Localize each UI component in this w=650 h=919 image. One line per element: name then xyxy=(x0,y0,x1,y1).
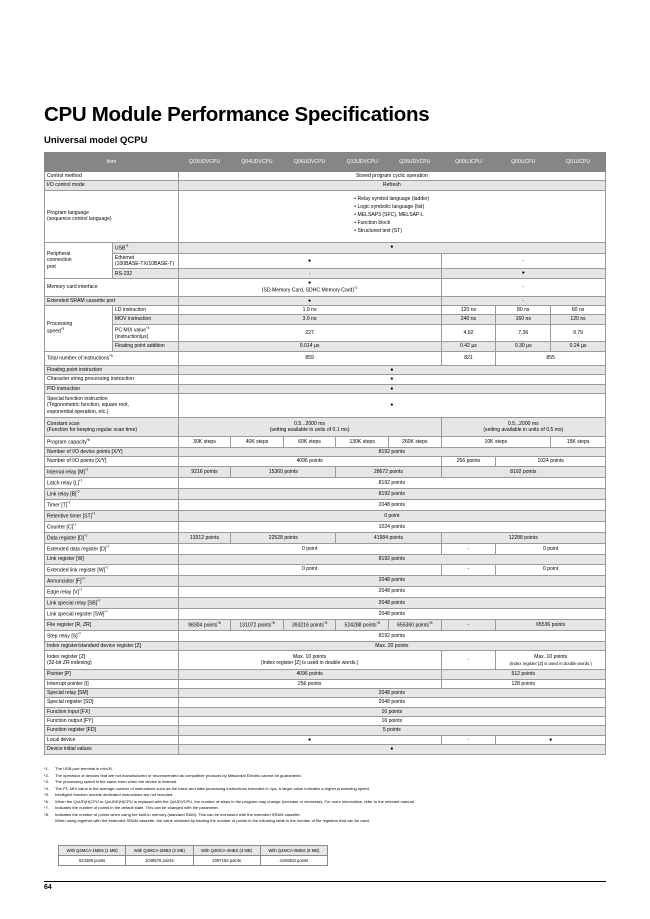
column-header-q04udvcpu: Q04UDVCPU xyxy=(231,153,284,172)
row-link-special-register xyxy=(45,608,606,619)
io-device-points-value: 8192 points xyxy=(178,448,605,457)
row-peripheral-ethernet xyxy=(45,253,606,269)
total-instr-q00u-q01u: 855 xyxy=(496,351,606,365)
data-register-u-series: 12288 points xyxy=(441,533,605,544)
interrupt-pointer-left: 256 points xyxy=(178,679,441,688)
row-label: Special register [SD] xyxy=(45,698,179,707)
ld-value-q00uj: 120 ns xyxy=(441,306,496,315)
row-label: Pointer [P] xyxy=(45,670,179,679)
footer-rule xyxy=(44,881,606,882)
row-value: Refresh xyxy=(178,181,605,190)
function-input-value: 16 points xyxy=(178,707,605,716)
annunciator-value: 2048 points xyxy=(178,575,605,586)
row-label: Device initial values xyxy=(45,745,179,755)
row-io-control-mode xyxy=(45,181,606,190)
timer-value: 2048 points xyxy=(178,499,605,510)
footnote-text: The PC MIX value is the average number of instructions such as the basic and data processing instructions executed in 1µs. A larger value indicates a higher processing speed. xyxy=(55,785,371,791)
section-subtitle: Universal model QCPU xyxy=(44,135,148,146)
row-label: Extended link register $[W]^{*7}$ xyxy=(45,564,179,575)
link-special-relay-value: 2048 points xyxy=(178,597,605,608)
row-label: Function output [FY] xyxy=(45,717,179,726)
row-program-capacity xyxy=(45,437,606,448)
row-latch-relay xyxy=(45,477,606,488)
column-header-q01ucpu: Q01UCPU xyxy=(551,153,606,172)
floating-point-instruction-mark xyxy=(178,365,605,375)
ld-value-q00u: 80 ns xyxy=(496,306,551,315)
memory-card-right: - xyxy=(441,278,605,296)
latch-relay-value: 8192 points xyxy=(178,477,605,488)
program-language-list: • Relay symbol language (ladder) • Logic symbolic language (list) • MELSAP3 (SFC), MELSAP-L • Function block • Structured text (ST) xyxy=(354,196,430,235)
footnote-text: The operation of devices that are not manufactured or recommended as compatible products by Mitsubishi Electric cannot be guaranteed. xyxy=(55,772,302,778)
constant-scan-left: 0.5...2000 ms (setting available in units of 0.1 ms) xyxy=(178,418,441,437)
mov-value-udv: 3.9 ns xyxy=(178,315,441,324)
footnote-marker: *1. xyxy=(44,766,49,771)
row-interrupt-pointer xyxy=(45,679,606,688)
ext-data-register-right: 0 point xyxy=(496,544,606,555)
pcmix-value-udv: 227 xyxy=(178,324,441,341)
row-label: Index register [Z] (32-bit ZR indexing) xyxy=(45,651,179,670)
row-local-device xyxy=(45,735,606,745)
footnote-marker: *8. xyxy=(44,811,49,817)
row-label: Extended data register $[D]^{*7}$ xyxy=(45,544,179,555)
io-points-udv: 4096 points xyxy=(178,457,441,466)
footnote-marker: *6. xyxy=(44,798,49,804)
row-pid-instruction xyxy=(45,384,606,394)
row-extended-data-register xyxy=(45,544,606,555)
footnote-text: When the QnUD(H)CPU or QnUDE(H)CPU is replaced with the QnUDVCPU, the number of steps in the program may change (increase or decrease). For more information, refer to the relevant manual. xyxy=(55,798,415,804)
row-label: Link special register [SW]$^{*7}$ xyxy=(45,608,179,619)
file-register-q00uj: - xyxy=(441,619,496,630)
capacity-q01ucpu: 15K steps xyxy=(551,437,606,448)
row-special-relay xyxy=(45,688,606,697)
row-memory-card xyxy=(45,278,606,296)
row-label: Internal relay $[M]^{*7}$ xyxy=(45,466,179,477)
internal-relay-q03: 9216 points xyxy=(178,466,231,477)
row-index-standard-device-register xyxy=(45,641,606,650)
internal-relay-q04-q06: 15360 points xyxy=(231,466,336,477)
row-label: PC MIX value$^{*4}$ (instruction/µs) xyxy=(112,324,178,341)
row-label: Special relay [SM] xyxy=(45,688,179,697)
row-label: Interrupt pointer [I] xyxy=(45,679,179,688)
column-header-q00ujcpu: Q00UJCPU xyxy=(441,153,496,172)
capacity-q13udvcpu: 130K steps xyxy=(336,437,389,448)
row-link-relay xyxy=(45,488,606,499)
ethernet-support-mark-left xyxy=(178,253,441,269)
row-label: Constant scan (Function for keeping regular scan time) xyxy=(45,418,179,437)
capacity-q06udvcpu: 60K steps xyxy=(283,437,336,448)
table-header-row xyxy=(45,153,606,172)
retentive-timer-value: 0 point xyxy=(178,510,605,521)
counter-value: 1024 points xyxy=(178,522,605,533)
row-value: Stored program cyclic operation xyxy=(178,172,605,181)
row-ld-instruction xyxy=(45,306,606,315)
row-value xyxy=(178,190,605,242)
row-label: USB$^{*1}$ xyxy=(112,242,178,253)
page-number: 64 xyxy=(44,884,52,891)
data-register-q13-q26: 41984 points xyxy=(336,533,441,544)
row-label: Latch relay $[L]^{*7}$ xyxy=(45,477,179,488)
row-label: Annunciator $[F]^{*7}$ xyxy=(45,575,179,586)
file-register-q13: 524288 points$^{*8}$ xyxy=(336,619,389,630)
peripheral-group-label: Peripheral connection port xyxy=(45,242,113,278)
index-register-right: Max. 10 points (Index register [Z] is used in double words.) xyxy=(496,651,606,670)
ext-link-register-right: 0 point xyxy=(496,564,606,575)
interrupt-pointer-right: 128 points xyxy=(441,679,605,688)
ext-data-register-mid: - xyxy=(441,544,496,555)
footnote-text: The processing speed is the same even when the device is indexed. xyxy=(55,779,178,785)
row-function-output xyxy=(45,717,606,726)
specifications-table xyxy=(44,152,606,755)
sram-value-1mbs: 524288 points xyxy=(59,856,126,866)
row-label: I/O control mode xyxy=(45,181,179,190)
row-counter xyxy=(45,522,606,533)
row-label: Program language (sequence control language) xyxy=(45,190,179,242)
row-annunciator xyxy=(45,575,606,586)
sram-header-2mbs: With Q4MCA-2MBS (2 MB) xyxy=(126,846,193,856)
io-points-q00u-q01u: 1024 points xyxy=(496,457,606,466)
column-header-item: Item xyxy=(45,153,179,172)
row-index-register xyxy=(45,651,606,670)
sram-header-row xyxy=(59,846,328,856)
row-label: Floating point instruction xyxy=(45,365,179,375)
column-header-q03udvcpu: Q03UDVCPU xyxy=(178,153,231,172)
row-data-register xyxy=(45,533,606,544)
mov-value-q00uj: 240 ns xyxy=(441,315,496,324)
step-relay-value: 8192 points xyxy=(178,630,605,641)
footnotes xyxy=(44,766,606,825)
row-io-points xyxy=(45,457,606,466)
row-pc-mix-value xyxy=(45,324,606,341)
row-label: Extended SRAM cassette port xyxy=(45,296,179,306)
capacity-q04udvcpu: 40K steps xyxy=(231,437,284,448)
io-points-q00uj: 256 points xyxy=(441,457,496,466)
file-register-q06: 393216 points$^{*8}$ xyxy=(283,619,336,630)
row-label: Index register/standard device register [Z] xyxy=(45,641,179,650)
row-peripheral-usb xyxy=(45,242,606,253)
row-function-register xyxy=(45,726,606,735)
row-label: Floating point addition xyxy=(112,342,178,351)
ext-data-register-left: 0 point xyxy=(178,544,441,555)
float-value-q00uj: 0.42 µs xyxy=(441,342,496,351)
column-header-q06udvcpu: Q06UDVCPU xyxy=(283,153,336,172)
pointer-right: 512 points xyxy=(441,670,605,679)
row-label: Retentive timer [ST]$^{*7}$ xyxy=(45,510,179,521)
edge-relay-value: 2048 points xyxy=(178,586,605,597)
row-label: Link register [W] xyxy=(45,555,179,564)
footnote-marker: *5. xyxy=(44,792,49,798)
row-special-function-instruction xyxy=(45,394,606,418)
footnote-text: Indicates the number of points in the default state. This can be changed with the parameter. xyxy=(55,805,219,811)
sram-value-2mbs: 1048576 points xyxy=(126,856,193,866)
row-timer xyxy=(45,499,606,510)
footnote-marker: *7. xyxy=(44,805,49,811)
rs232-support-mark-right xyxy=(441,269,605,279)
float-value-udv: 0.014 µs xyxy=(178,342,441,351)
row-function-input xyxy=(45,707,606,716)
float-value-q01u: 0.24 µs xyxy=(551,342,606,351)
file-register-q00u-q01u: 65536 points xyxy=(496,619,606,630)
mov-value-q01u: 120 ns xyxy=(551,315,606,324)
ld-value-q01u: 60 ns xyxy=(551,306,606,315)
device-initial-values-mark xyxy=(178,745,605,755)
row-step-relay xyxy=(45,630,606,641)
row-label: LD instruction xyxy=(112,306,178,315)
sram-port-right: - xyxy=(441,296,605,306)
row-total-instructions xyxy=(45,351,606,365)
row-link-register xyxy=(45,555,606,564)
row-edge-relay xyxy=(45,586,606,597)
link-special-register-value: 2048 points xyxy=(178,608,605,619)
row-char-string-instruction xyxy=(45,375,606,385)
index-register-mid: - xyxy=(441,651,496,670)
ext-link-register-mid: - xyxy=(441,564,496,575)
special-register-value: 2048 points xyxy=(178,698,605,707)
row-label: RS-232 xyxy=(112,269,178,279)
row-label: Number of I/O device points [X/Y] xyxy=(45,448,179,457)
row-floating-point-addition xyxy=(45,342,606,351)
sram-header-4mbs: With Q4MCA-4MBS (4 MB) xyxy=(193,846,260,856)
index-register-left: Max. 10 points (Index register [Z] is used in double words.) xyxy=(178,651,441,670)
footnote-marker: *4. xyxy=(44,785,49,791)
row-constant-scan xyxy=(45,418,606,437)
local-device-left xyxy=(178,735,441,745)
row-label: Ethernet (100BASE-TX/10BASE-T) xyxy=(112,253,178,269)
pcmix-value-q00u: 7.36 xyxy=(496,324,551,341)
row-label: Data register $[D]^{*7}$ xyxy=(45,533,179,544)
row-label: Memory card interface xyxy=(45,278,179,296)
row-io-device-points xyxy=(45,448,606,457)
link-register-value: 8192 points xyxy=(178,555,605,564)
row-label: Character string processing instruction xyxy=(45,375,179,385)
special-function-instruction-mark xyxy=(178,394,605,418)
local-device-right xyxy=(496,735,606,745)
row-special-register xyxy=(45,698,606,707)
row-label: Program capacity$^{*6}$ xyxy=(45,437,179,448)
data-register-q03: 13312 points xyxy=(178,533,231,544)
row-extended-link-register xyxy=(45,564,606,575)
constant-scan-right: 0.5...2000 ms (setting available in units of 0.5 ms) xyxy=(441,418,605,437)
row-program-language xyxy=(45,190,606,242)
ld-value-udv: 1.9 ns xyxy=(178,306,441,315)
pid-instruction-mark xyxy=(178,384,605,394)
footnote-text: The USB port terminal is mini-B. xyxy=(55,766,113,771)
column-header-q00ucpu: Q00UCPU xyxy=(496,153,551,172)
total-instr-udv: 859 xyxy=(178,351,441,365)
row-peripheral-rs232 xyxy=(45,269,606,279)
footnote-marker: *2. xyxy=(44,772,49,778)
processing-speed-group-label: Processing speed$^{*3}$ xyxy=(45,306,113,351)
row-label: Total number of instructions$^{*5}$ xyxy=(45,351,179,365)
link-relay-value: 8192 points xyxy=(178,488,605,499)
column-header-q26udvcpu: Q26UDVCPU xyxy=(388,153,441,172)
footnote-text: Indicates the number of points when using the built-in memory (standard RAM). This can be increased with the extended SRAM cassette. xyxy=(55,811,301,817)
rs232-support-mark-left: - xyxy=(178,269,441,279)
row-control-method xyxy=(45,172,606,181)
ethernet-support-mark-right: - xyxy=(441,253,605,269)
memory-card-left xyxy=(178,278,441,296)
row-link-special-relay xyxy=(45,597,606,608)
row-label: Edge relay $[V]^{*7}$ xyxy=(45,586,179,597)
sram-value-row xyxy=(59,856,328,866)
row-label: Number of I/O points [X/Y] xyxy=(45,457,179,466)
ext-link-register-left: 0 point xyxy=(178,564,441,575)
row-label: Special function instruction (Trigonometric function, square root, exponential operation, etc.) xyxy=(45,394,179,418)
row-label: Link special relay [SB]$^{*7}$ xyxy=(45,597,179,608)
function-output-value: 16 points xyxy=(178,717,605,726)
file-register-q03: 98304 points$^{*8}$ xyxy=(178,619,231,630)
local-device-mid: - xyxy=(441,735,496,745)
sram-cassette-table xyxy=(58,845,328,866)
row-mov-instruction xyxy=(45,315,606,324)
function-register-value: 5 points xyxy=(178,726,605,735)
internal-relay-q13-q26: 28672 points xyxy=(336,466,441,477)
row-floating-point-instruction xyxy=(45,365,606,375)
usb-support-mark xyxy=(178,242,605,253)
row-pointer xyxy=(45,670,606,679)
row-label: MOV instruction xyxy=(112,315,178,324)
page-title: CPU Module Performance Specifications xyxy=(44,103,430,126)
capacity-q26udvcpu: 260K steps xyxy=(388,437,441,448)
row-label: Function register [FD] xyxy=(45,726,179,735)
internal-relay-u-series: 8192 points xyxy=(441,466,605,477)
memory-card-detail: (SD Memory Card, SDHC Memory Card)$^{*2}$ xyxy=(261,286,358,295)
footnote-text: Intelligent function module dedicated instructions are not included. xyxy=(55,792,174,798)
row-sram-cassette-port xyxy=(45,296,606,306)
footnote-marker: *3. xyxy=(44,779,49,785)
file-register-q26: 655360 points$^{*8}$ xyxy=(388,619,441,630)
row-label: Local device xyxy=(45,735,179,745)
row-label: Counter $[C]^{*7}$ xyxy=(45,522,179,533)
mov-value-q00u: 160 ns xyxy=(496,315,551,324)
column-header-q13udvcpu: Q13UDVCPU xyxy=(336,153,389,172)
row-retentive-timer xyxy=(45,510,606,521)
row-label: Link relay $[B]^{*7}$ xyxy=(45,488,179,499)
row-label: Timer $[T]^{*7}$ xyxy=(45,499,179,510)
char-string-instruction-mark xyxy=(178,375,605,385)
special-relay-value: 2048 points xyxy=(178,688,605,697)
footnote-8-continued: When using together with the extended SRAM cassette, the value obtained by totaling the number of points in the following table is the number of file registers that can be used. xyxy=(55,818,371,824)
file-register-q04: 131072 points$^{*8}$ xyxy=(231,619,284,630)
sram-port-left xyxy=(178,296,441,306)
pcmix-value-q01u: 9.79 xyxy=(551,324,606,341)
sram-value-4mbs: 2097152 points xyxy=(193,856,260,866)
pointer-left: 4096 points xyxy=(178,670,441,679)
capacity-q00uj-q00u: 10K steps xyxy=(441,437,551,448)
sram-header-1mbs: With Q4MCA-1MBS (1 MB) xyxy=(59,846,126,856)
pcmix-value-q00uj: 4.92 xyxy=(441,324,496,341)
total-instr-q00uj: 821 xyxy=(441,351,496,365)
row-file-register xyxy=(45,619,606,630)
row-internal-relay xyxy=(45,466,606,477)
float-value-q00u: 0.30 µs xyxy=(496,342,551,351)
row-label: Function input [FX] xyxy=(45,707,179,716)
capacity-q03udvcpu: 30K steps xyxy=(178,437,231,448)
sram-value-8mbs: 4194304 points xyxy=(260,856,327,866)
index-standard-device-value: Max. 20 points xyxy=(178,641,605,650)
row-label: File register [R, ZR] xyxy=(45,619,179,630)
sram-header-8mbs: With Q4MCA-8MBS (8 MB) xyxy=(260,846,327,856)
row-label: Control method xyxy=(45,172,179,181)
row-label: Step relay $[S]^{*7}$ xyxy=(45,630,179,641)
data-register-q04-q06: 22528 points xyxy=(231,533,336,544)
row-device-initial-values xyxy=(45,745,606,755)
row-label: PID instruction xyxy=(45,384,179,394)
